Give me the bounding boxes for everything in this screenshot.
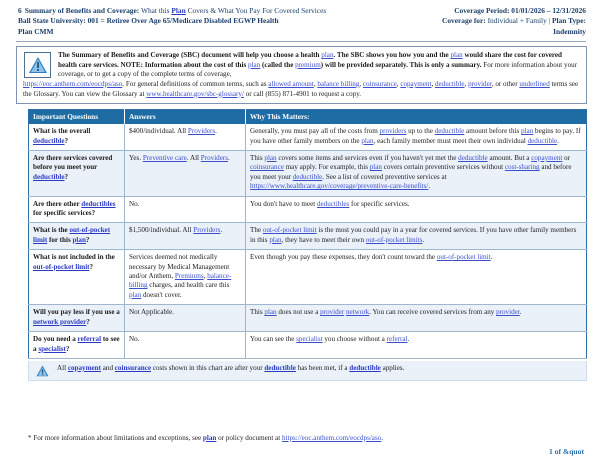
notice-bold-4: (called the [262, 60, 294, 69]
plan-type-line [370, 27, 586, 37]
glossary-term-link[interactable]: plan [521, 127, 534, 136]
coverage-period-label: Coverage Period: [454, 6, 510, 15]
glossary-term-link[interactable]: network provider [33, 317, 87, 326]
notice-bold-1: The Summary of Benefits and Coverage (SBC) document will help you choose a health [58, 51, 320, 60]
glossary-term-link[interactable]: out-of-pocket limit [262, 226, 317, 235]
copayment-link-footnote[interactable]: copayment [67, 363, 101, 372]
copayment-link[interactable]: copayment [400, 80, 432, 88]
why-this-matters-cell: You don't have to meet deductibles for specific services. [246, 196, 587, 223]
notice-bold-3: would share the cost for covered health care services. NOTE: Information about the cost of this [58, 51, 562, 69]
benefits-questions-table [28, 109, 587, 359]
glossary-term-link[interactable]: out-of-pocket limit [33, 262, 90, 271]
glossary-term-link[interactable]: balance-billing [129, 272, 232, 290]
plan-link-bottom[interactable]: plan [202, 434, 217, 442]
column-header-answers: Answers [125, 110, 246, 125]
notice-normal-4: terms see the Glossary. You can view the Glossary at [23, 80, 579, 98]
glossary-term-link[interactable]: Premiums [174, 272, 204, 281]
sbc-notice-top-row [22, 51, 581, 80]
question-cell: What is not included in the out-of-pocket limit? [29, 250, 125, 305]
column-header-why-this-matters: Why This Matters: [246, 110, 587, 125]
plan-type-value: Indemnity [553, 26, 586, 36]
footnote-text-1: All [57, 363, 67, 372]
plan-link-1[interactable]: plan [321, 51, 334, 60]
document-header [0, 0, 600, 37]
question-cell: Are there other deductibles for specific services? [29, 196, 125, 223]
question-cell: What is the overall deductible? [29, 124, 125, 150]
warning-triangle-icon-small [36, 364, 49, 376]
glossary-term-link[interactable]: Providers [193, 226, 221, 235]
footnote-strip-text [57, 364, 404, 373]
notice-normal-1: For more information about your coverage, or to get a copy of the complete terms of coverage, [58, 60, 578, 79]
footnote-text-5: applies. [382, 363, 405, 372]
balance-billing-link[interactable]: balance billing [317, 80, 360, 88]
question-cell: Do you need a referral to see a specialist? [29, 332, 125, 359]
coverage-period-line [370, 6, 586, 16]
glossary-term-link[interactable]: plan [369, 163, 382, 172]
glossary-term-link[interactable]: deductible [33, 172, 65, 181]
glossary-term-link[interactable]: plan [361, 136, 374, 145]
answer-cell: $400/individual. All Providers. [125, 124, 246, 150]
glossary-term-link[interactable]: out-of-pocket limit [33, 226, 111, 244]
why-this-matters-cell: You can see the specialist you choose without a referral. [246, 332, 587, 359]
glossary-term-link[interactable]: deductible [434, 127, 465, 136]
glossary-term-link[interactable]: provider [320, 308, 345, 317]
glossary-term-link[interactable]: out-of-pocket limit [436, 253, 491, 262]
glossary-term-link[interactable]: deductible [292, 172, 323, 181]
glossary-term-link[interactable]: network [345, 308, 370, 317]
plan-type-label: Plan Type: [551, 16, 586, 26]
glossary-term-link[interactable]: cost-sharing [504, 163, 540, 172]
page-title: Summary of Benefits and Coverage: [24, 6, 140, 15]
answer-cell: Yes. Preventive care. All Providers. [125, 151, 246, 197]
glossary-term-link[interactable]: specialist [296, 335, 323, 344]
plan-link-2[interactable]: plan [450, 51, 463, 60]
notice-normal-3: , or other [491, 80, 518, 88]
glossary-term-link[interactable]: deductible [33, 136, 65, 145]
header-right-block [370, 6, 590, 37]
limitations-exceptions-note [28, 434, 383, 443]
glossary-term-link[interactable]: deductibles [316, 199, 350, 208]
footnote-text-4: has been met, if a [297, 363, 348, 372]
table-header-row [29, 110, 587, 125]
coinsurance-link-footnote[interactable]: coinsurance [114, 363, 152, 372]
bottom-note-text-2: or policy document at [218, 434, 281, 442]
plan-link-3[interactable]: plan [248, 60, 261, 69]
plan-glossary-link[interactable]: Plan [171, 6, 186, 15]
plan-name-line-1: Ball State University: 001 = Retiree Over Age 65/Medicare Disabled EGWP Health [18, 16, 279, 26]
why-this-matters-cell: Generally, you must pay all of the costs from providers up to the deductible amount before this plan begins to pay. If you have other family members on the plan, each family member must meet their own individual deductible. [246, 124, 587, 150]
sbc-notice-continued: https://eoc.anthem.com/eocdps/aso. For general definitions of common terms, such as allowed amount, balance billing, coinsurance, copayment, deductible, provider, or other underlined terms see the Glossary. You can view the Glossary at www.healthcare.gov/sbc-glossary/ or call (855) 871-4901 to request a copy. [23, 80, 579, 98]
why-this-matters-cell: The out-of-pocket limit is the most you could pay in a year for covered services. If you have other family members in this plan, they have to meet their own out-of-pocket limits. [246, 223, 587, 250]
deductible-link-footnote-1[interactable]: deductible [264, 363, 296, 372]
column-header-important-questions: Important Questions [29, 110, 125, 125]
glossary-term-link[interactable]: plan [264, 308, 277, 317]
coverage-for-value: Individual + Family [487, 16, 547, 26]
notice-normal-5: or call (855) 871-4901 to request a copy. [245, 89, 362, 98]
glossary-term-link[interactable]: deductibles [81, 199, 116, 208]
sbc-notice-box [16, 46, 587, 104]
glossary-term-link[interactable]: referral [386, 335, 408, 344]
glossary-term-link[interactable]: coinsurance [250, 163, 284, 172]
table-row [29, 332, 587, 359]
answer-cell: No. [125, 332, 246, 359]
why-this-matters-cell: This plan covers some items and services even if you haven't yet met the deductible amount. But a copayment or coinsurance may apply. For example, this plan covers certain preventive services without cost-sharing and before you meet your deductible. See a list of covered preventive services at https://www.healthcare.gov/coverage/preventive-care-benefits/. [246, 151, 587, 197]
eoc-anthem-link[interactable]: https://eoc.anthem.com/eocdps/aso [23, 80, 123, 88]
header-left-block [16, 6, 370, 37]
footnote-asterisk: * [28, 434, 32, 442]
copayment-coinsurance-note [28, 361, 587, 381]
header-title-line [18, 6, 370, 16]
coverage-period-value: 01/01/2026 – 12/31/2026 [511, 6, 586, 15]
bottom-note-text-1: For more information about limitations and exceptions, see [33, 434, 202, 442]
glossary-term-link[interactable]: plan [269, 235, 282, 244]
page-title-rest: What this [140, 6, 170, 15]
notice-bold-5: ) will be provided separately. This is only a summary. [320, 60, 482, 69]
underlined-link[interactable]: underlined [519, 80, 550, 88]
plan-name-line-2: Plan CMM [18, 26, 54, 36]
why-this-matters-cell: Even though you pay these expenses, they don't count toward the out-of-pocket limit. [246, 250, 587, 305]
coverage-for-line [370, 16, 586, 26]
header-divider-rule [16, 41, 586, 42]
question-cell: Are there services covered before you meet your deductible? [29, 151, 125, 197]
glossary-term-link[interactable]: providers [379, 127, 407, 136]
allowed-amount-link[interactable]: allowed amount [268, 80, 314, 88]
glossary-term-link[interactable]: out-of-pocket limits [365, 235, 423, 244]
premium-link[interactable]: premium [295, 60, 321, 69]
bottom-note-text-3: . [381, 434, 384, 442]
glossary-term-link[interactable]: copayment [531, 154, 563, 162]
why-this-matters-cell: This plan does not use a provider network. You can receive covered services from any provider. [246, 305, 587, 332]
table-row [29, 305, 587, 332]
glossary-term-link[interactable]: Providers [187, 127, 216, 136]
question-cell: What is the out-of-pocket limit for this plan? [29, 223, 125, 250]
glossary-term-link[interactable]: referral [77, 335, 102, 344]
notice-bold-2: . The SBC shows you how you and the [333, 51, 449, 60]
table-header [29, 110, 587, 125]
glossary-term-link[interactable]: provider [496, 308, 520, 317]
answer-cell: Services deemed not medically necessary by Medical Management and/or Anthem, Premiums, balance-billing charges, and health care this plan doesn't cover. [125, 250, 246, 305]
answer-cell: No. [125, 196, 246, 223]
glossary-term-link[interactable]: Providers [200, 154, 228, 162]
coverage-for-label: Coverage for: [442, 16, 486, 26]
glossary-term-link[interactable]: plan [129, 290, 142, 299]
footnote-text-2: and [102, 363, 113, 372]
page-title-tail: Covers & What You Pay For Covered Services [187, 6, 327, 15]
page-number: 1 of &quot [548, 447, 584, 456]
glossary-term-link[interactable]: specialist [38, 344, 66, 353]
table-row [29, 124, 587, 150]
glossary-term-link[interactable]: deductible [458, 154, 488, 162]
deductible-link-footnote-2[interactable]: deductible [349, 363, 381, 372]
glossary-term-link[interactable]: deductible [527, 136, 558, 145]
notice-normal-2: . For general definitions of common terms, such as [122, 80, 267, 88]
header-separator: | [548, 16, 551, 26]
deductible-link[interactable]: deductible [434, 80, 465, 88]
glossary-link[interactable]: www.healthcare.gov/sbc-glossary/ [146, 89, 244, 98]
provider-link[interactable]: provider [468, 80, 492, 88]
table-body [29, 124, 587, 358]
table-row [29, 223, 587, 250]
answer-cell: $1,500/individual. All Providers. [125, 223, 246, 250]
table-row [29, 250, 587, 305]
glossary-term-link[interactable]: plan [72, 235, 86, 244]
footnote-text-3: costs shown in this chart are after your [152, 363, 263, 372]
question-cell: Will you pay less if you use a network provider? [29, 305, 125, 332]
answer-cell: Not Applicable. [125, 305, 246, 332]
glossary-term-link[interactable]: plan [264, 154, 277, 162]
policy-document-link[interactable]: https://eoc.anthem.com/eocdps/aso [281, 434, 382, 442]
glossary-term-link[interactable]: Preventive care [142, 154, 187, 162]
glossary-term-link[interactable]: https://www.healthcare.gov/coverage/preventive-care-benefits/ [250, 182, 429, 191]
table-row [29, 196, 587, 223]
page-section-number: 6 [18, 6, 22, 15]
warning-triangle-icon [24, 52, 51, 78]
table-row [29, 151, 587, 197]
coinsurance-link[interactable]: coinsurance [362, 80, 397, 88]
sbc-notice-text [58, 51, 581, 80]
